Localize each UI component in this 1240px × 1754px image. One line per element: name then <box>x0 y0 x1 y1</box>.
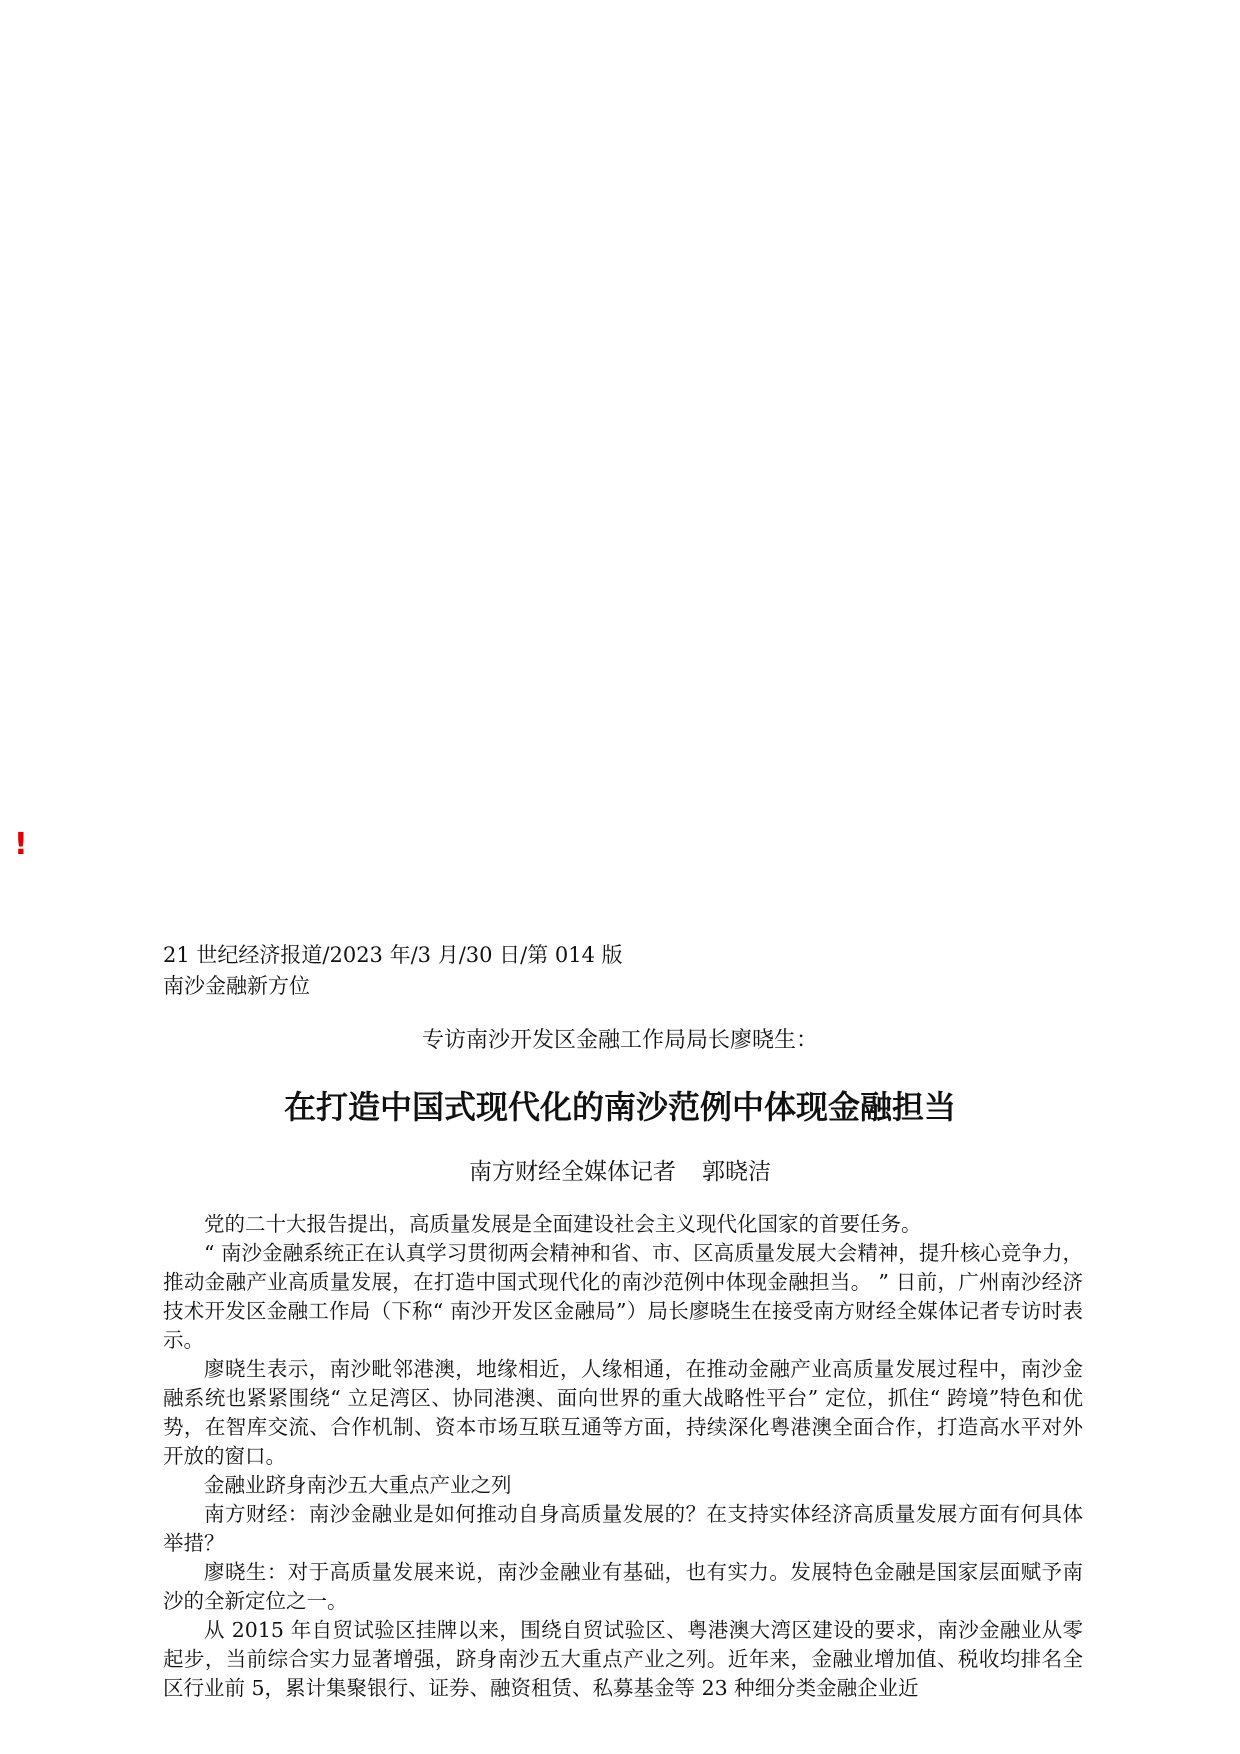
article-headline: 在打造中国式现代化的南沙范例中体现金融担当 <box>283 1088 956 1126</box>
paragraph: “ 南沙金融系统正在认真学习贯彻两会精神和省、市、区高质量发展大会精神，提升核心竞争力，推动金融产业高质量发展，在打造中国式现代化的南沙范例中体现金融担当。 ” 日前，广州南沙经济技术开发区金融工作局（下称“ 南沙开发区金融局”）局长廖晓生在接受南方财经全媒体记者专访时表示。 <box>163 1241 1083 1352</box>
paragraph: 廖晓生：对于高质量发展来说，南沙金融业有基础，也有实力。发展特色金融是国家层面赋予南沙的全新定位之一。 <box>163 1560 1083 1613</box>
article-subtitle: 专访南沙开发区金融工作局局长廖晓生： <box>421 1028 818 1053</box>
paragraph: 南方财经：南沙金融业是如何推动自身高质量发展的？在支持实体经济高质量发展方面有何具体举措？ <box>163 1502 1083 1555</box>
source-line: 21 世纪经济报道/2023 年/3 月/30 日/第 014 版南沙金融新方位 <box>163 943 623 998</box>
paragraph: 廖晓生表示，南沙毗邻港澳，地缘相近，人缘相通，在推动金融产业高质量发展过程中，南沙金融系统也紧紧围绕“ 立足湾区、协同港澳、面向世界的重大战略性平台” 定位，抓住“ 跨境”特色和优势，在智库交流、合作机制、资本市场互联互通等方面，持续深化粤港澳全面合作，打造高水平对外开放的窗口。 <box>163 1357 1083 1468</box>
byline-author: 郭晓洁 <box>702 1159 771 1185</box>
byline <box>0 1156 1240 1188</box>
red-exclamation-mark: ! <box>14 827 28 862</box>
paragraph: 从 2015 年自贸试验区挂牌以来，围绕自贸试验区、粤港澳大湾区建设的要求，南沙金融业从零起步，当前综合实力显著增强，跻身南沙五大重点产业之列。近年来，金融业增加值、税收均排名全区行业前 5，累计集聚银行、证券、融资租赁、私募基金等 23 种细分类金融企业近 <box>163 1618 1083 1700</box>
byline-outlet: 南方财经全媒体记者 <box>469 1159 676 1185</box>
article-body <box>163 1210 1083 1703</box>
paragraph: 党的二十大报告提出，高质量发展是全面建设社会主义现代化国家的首要任务。 <box>204 1212 922 1236</box>
section-heading: 金融业跻身南沙五大重点产业之列 <box>204 1473 512 1497</box>
